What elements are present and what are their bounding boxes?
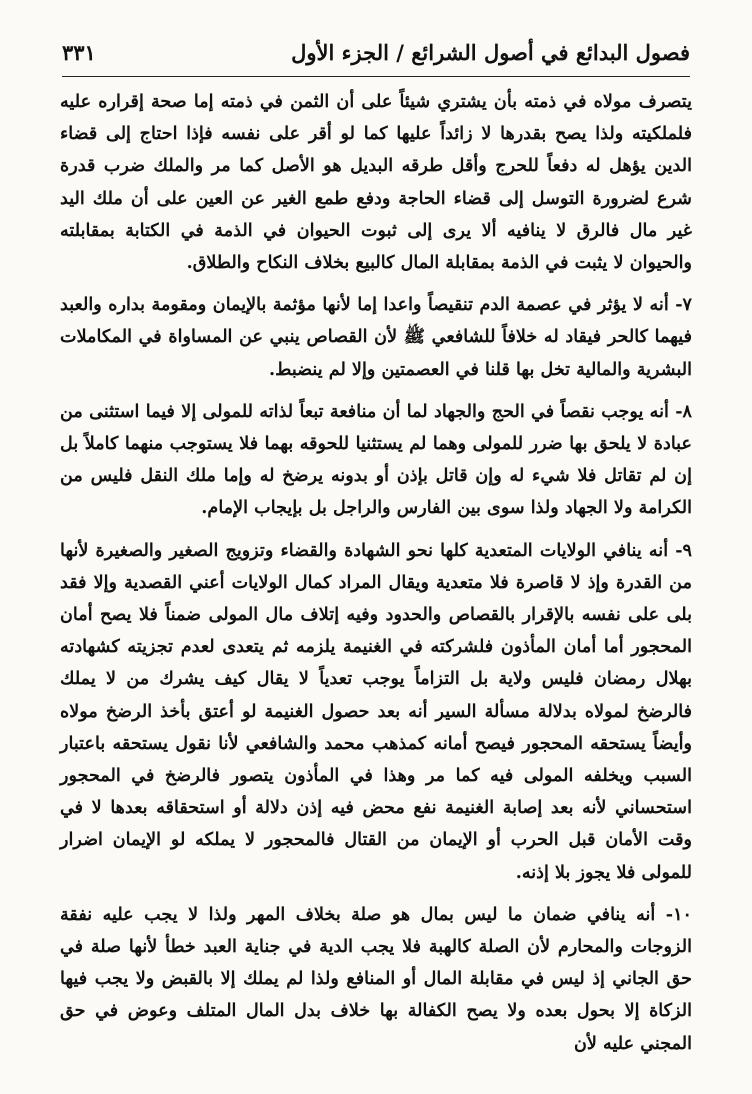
paragraph-text: أنه ينافي ضمان ما ليس بمال هو صلة بخلاف المهر ولذا لا يجب عليه نفقة الزوجات والمحارم لأن الصلة كالهبة فلا يجب الدية في جناية العبد خطأ لأنها صلة في حق الجاني إذ ليس في مقابلة المال أو المنافع ولذا لم يملك إلا بالقبض ولا يجب فيها الزكاة إلا بحول بعده ولا يصح الكفالة بها خلاف بدل المال المتلف وعوض في حق المجني عليه لأن <box>60 903 692 1054</box>
paragraph-item-10 <box>60 899 692 1060</box>
item-number: ٨- <box>675 400 692 422</box>
paragraph-item-7 <box>60 289 692 386</box>
page-header <box>62 30 690 74</box>
paragraph-text: يتصرف مولاه في ذمته بأن يشتري شيئاً على أن الثمن في ذمته إما صحة إقراره عليه فلملكيته ولذا يصح بقدرها لا زائداً عليها كما لو أقر على نفسه فإذا احتاج إلى قضاء الدين يؤهل له دفعاً للحرج وأقل طرقه البديل هو الأصل كما مر والملك ضرب قدرة شرع لضرورة التوسل إلى قضاء الحاجة ودفع طمع الغير عن العين على أن ملك اليد غير مال فالرق لا ينافيه ألا يرى إلى ثبوت الحيوان في الذمة في الكتابة بمقابلته والحيوان لا يثبت في الذمة بمقابلة المال كالبيع بخلاف النكاح والطلاق. <box>60 91 692 274</box>
running-title: فصول البدائع في أصول الشرائع / الجزء الأول <box>291 39 690 65</box>
item-number: ١٠- <box>665 903 692 925</box>
paragraph-text: أنه ينافي الولايات المتعدية كلها نحو الشهادة والقضاء وتزويج الصغير والصغيرة لأنها من القدرة وإذ لا قاصرة فلا متعدية ويقال المراد كمال الولايات أعني القصدية وإلا فقد بلى على نفسه بالإقرار بالقصاص والحدود وفيه إتلاف مال المولى ضمناً فلا يصح أمان المحجور أما أمان المأذون فلشركته في الغنيمة يلزمه ثم يتعدى لعدم تجزيته كشهادته بهلال رمضان فليس ولاية بل التزاماً يوجب تعدياً لا يقال كيف يشرك من لا يملك فالرضخ لمولاه بدلالة مسألة السير أنه بعد حصول الغنيمة لو أعتق بأخذ الرضخ مولاه وأيضاً يستحقه المحجور فيصح أمانه كمذهب محمد والشافعي لأنا نقول يستحقه باعتبار السبب ويخلفه المولى فيه كما مر وهذا في المأذون يتصور فالرضخ في المحجور استحساني لأنه بعد إصابة الغنيمة نفع محض فيه إذن دلالة أو استحقاقه بعدها لا في وقت الأمان قبل الحرب أو الإيمان من القتال فالمحجور لا يملكه لو الإيمان اضرار للمولى فلا يجوز بلا إذنه. <box>60 539 692 883</box>
page-number: ٣٣١ <box>62 39 96 65</box>
page-body <box>60 86 692 1060</box>
paragraph-text: أنه لا يؤثر في عصمة الدم تنقيصاً واعدا إما لأنها مؤثمة بالإيمان ومقومة بداره والعبد فيهما كالحر فيقاد له خلافاً للشافعي ﷺ لأن القصاص ينبي عن المساواة في المكاملات البشرية والمالية تخل بها قلنا في العصمتين وإلا لم ينضبط. <box>60 294 692 380</box>
header-rule <box>62 76 690 77</box>
paragraph-continuation <box>60 86 692 279</box>
item-number: ٧- <box>675 294 692 316</box>
paragraph-item-8 <box>60 396 692 525</box>
item-number: ٩- <box>675 539 692 561</box>
paragraph-item-9 <box>60 535 692 889</box>
paragraph-text: أنه يوجب نقصاً في الحج والجهاد لما أن منافعة تبعاً لذاته للمولى إلا فيما استثنى من عبادة لا يلحق بها ضرر للمولى وهما لم يستثنيا للحوقه بهما فلا يستوجب منهما كاملاً بل إن لم تقاتل فلا شيء له وإن قاتل بإذن أو بدونه يرضخ له وإما ملك النقل فليس من الكرامة ولا الجهاد ولذا سوى بين الفارس والراجل بل بإيجاب الإمام. <box>60 400 692 519</box>
